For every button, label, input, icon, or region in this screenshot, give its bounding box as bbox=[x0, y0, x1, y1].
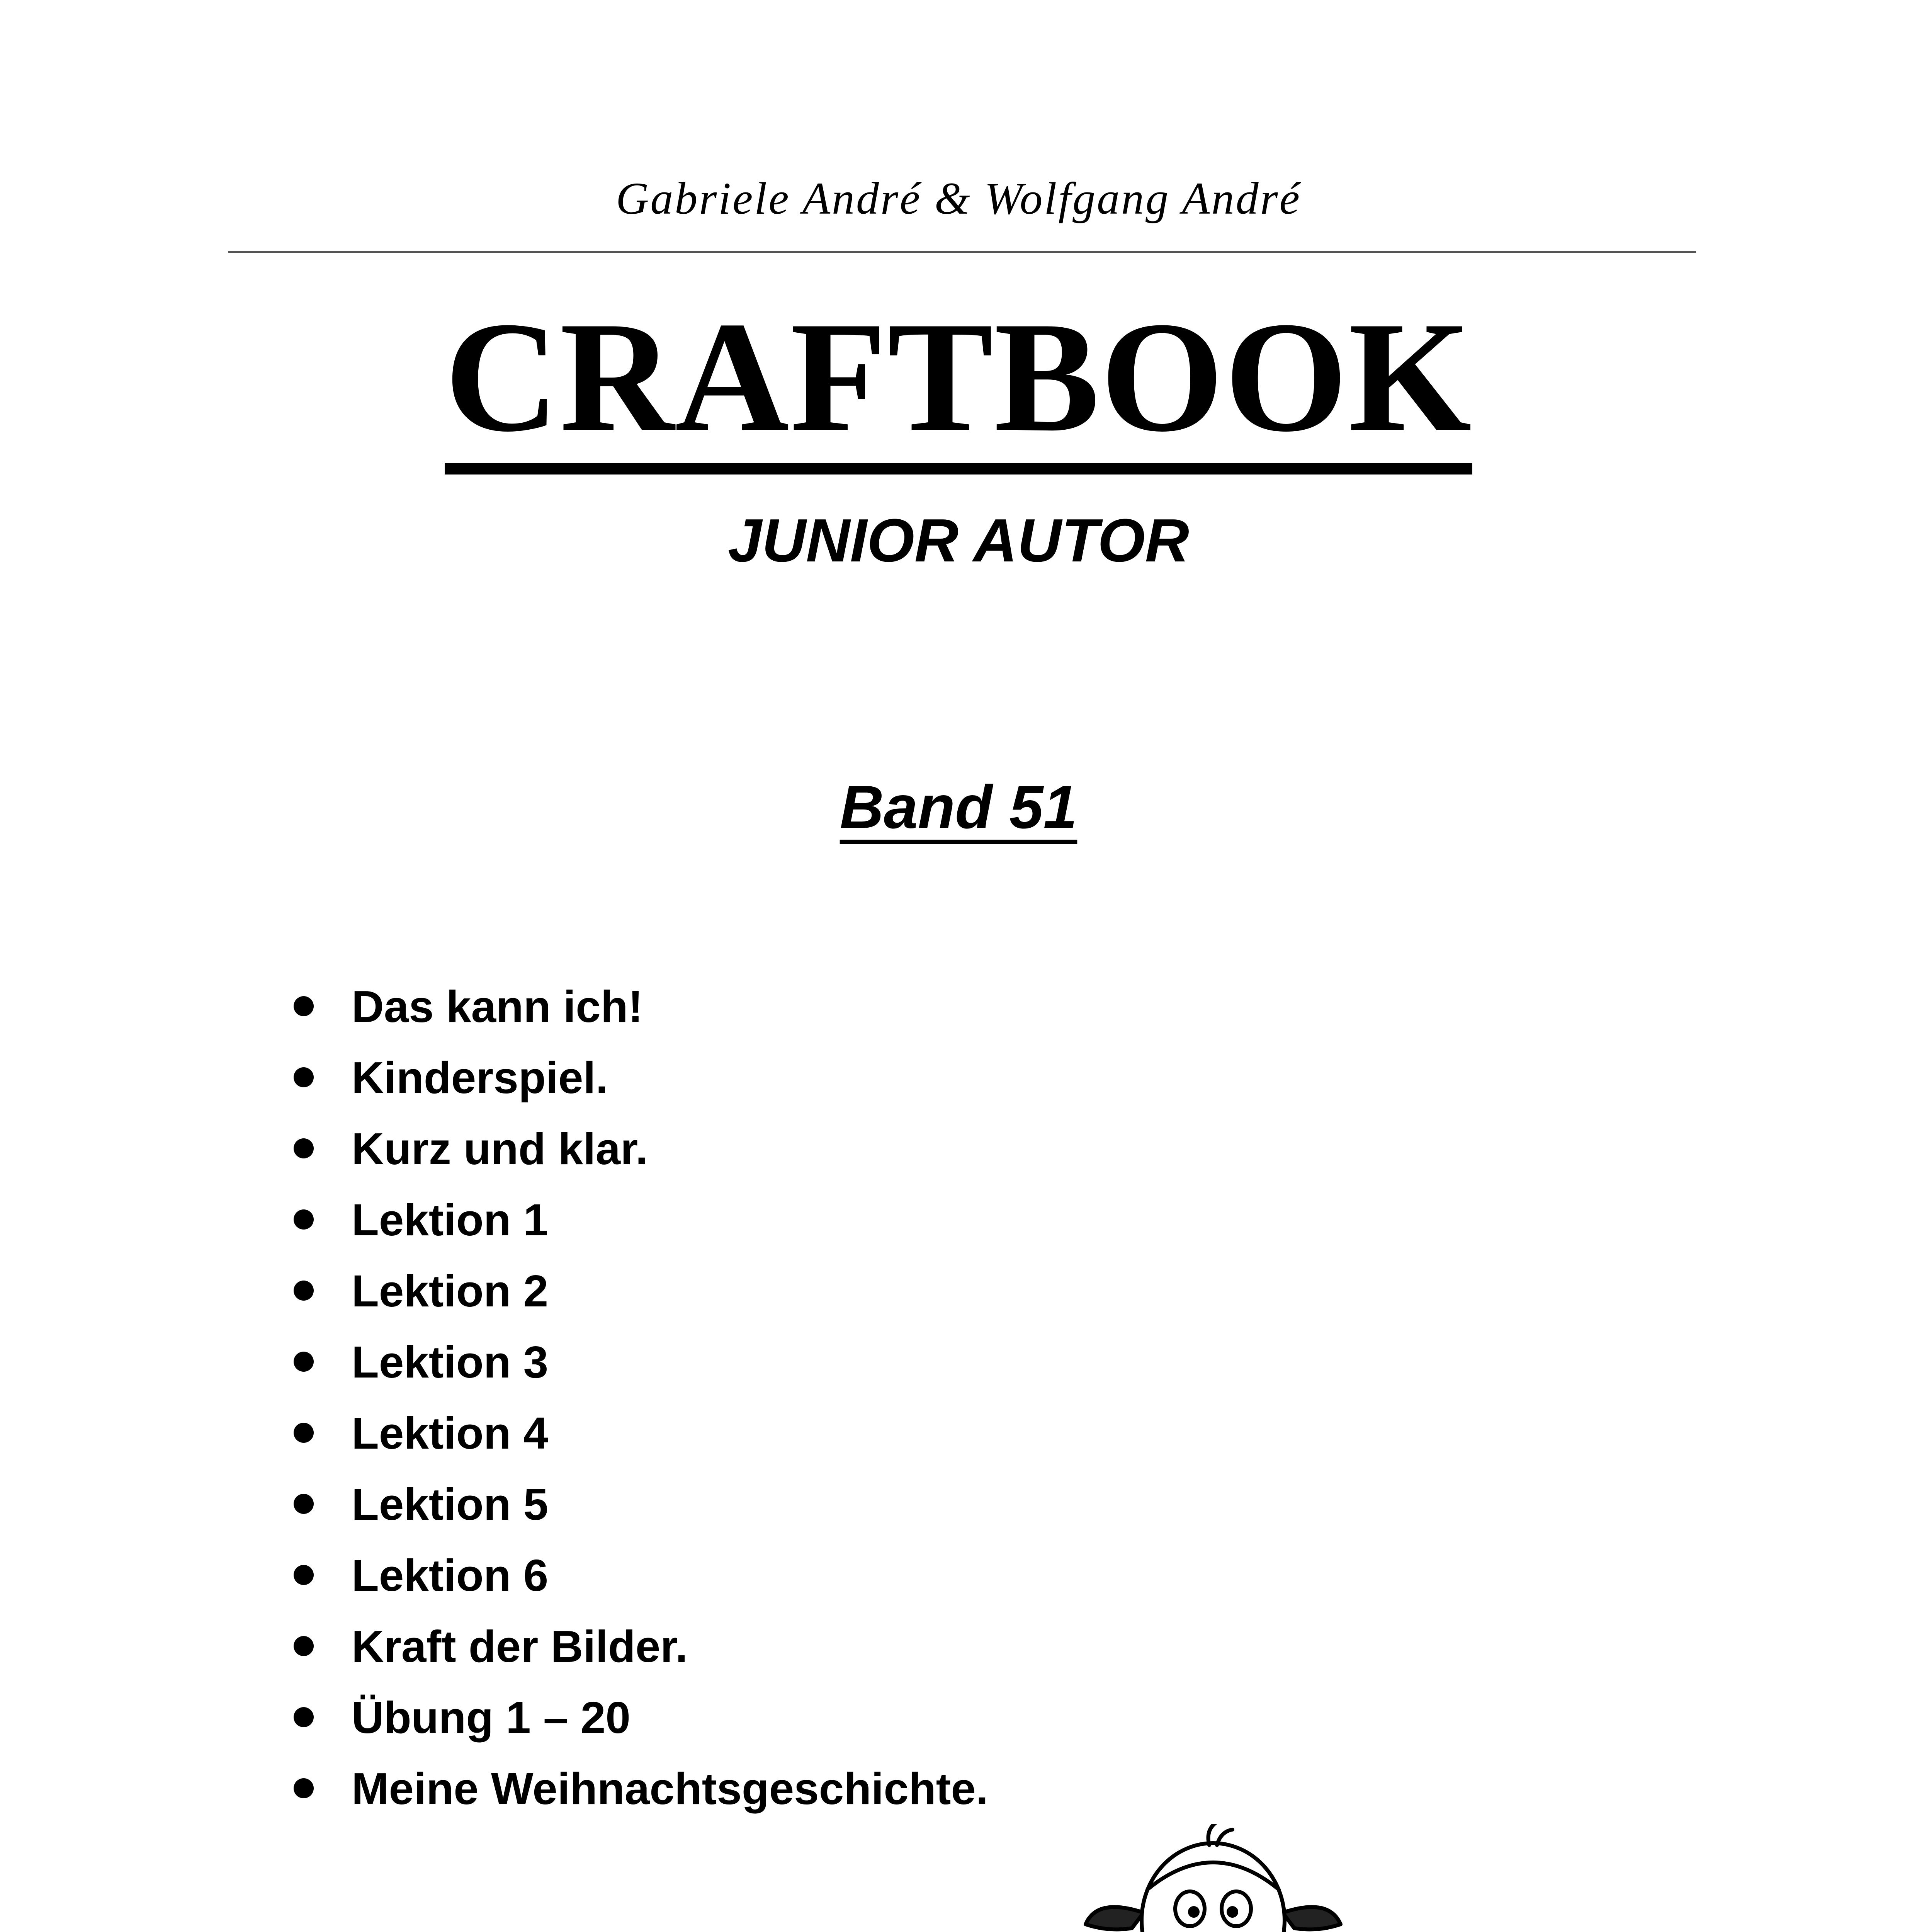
kids-with-board-illustration bbox=[522, 1824, 1441, 1932]
list-item-label: Kinderspiel. bbox=[352, 1053, 608, 1103]
list-item-label: Lektion 5 bbox=[352, 1479, 549, 1529]
volume-heading bbox=[0, 773, 1917, 841]
list-item-label: Lektion 4 bbox=[352, 1408, 549, 1458]
bullet-icon bbox=[294, 1565, 314, 1585]
list-item-label: Kraft der Bilder. bbox=[352, 1621, 688, 1672]
bullet-icon bbox=[294, 1494, 314, 1514]
volume-label: Band 51 bbox=[840, 773, 1077, 841]
book-subtitle: JUNIOR AUTOR bbox=[728, 507, 1189, 575]
list-item-label: Lektion 3 bbox=[352, 1337, 549, 1387]
bullet-icon bbox=[294, 1138, 314, 1158]
list-item-label: Lektion 6 bbox=[352, 1550, 549, 1600]
bullet-icon bbox=[294, 1352, 314, 1372]
bullet-icon bbox=[294, 996, 314, 1016]
bullet-icon bbox=[294, 1209, 314, 1230]
author-line: Gabriele André & Wolfgang André bbox=[616, 173, 1301, 224]
list-item-label: Übung 1 – 20 bbox=[352, 1692, 631, 1743]
bullet-icon bbox=[294, 1067, 314, 1087]
list-item-label: Lektion 1 bbox=[352, 1195, 549, 1245]
book-title: CRAFTBOOK bbox=[445, 298, 1472, 474]
list-item-label: Kurz und klar. bbox=[352, 1124, 648, 1174]
bullet-icon bbox=[294, 1423, 314, 1443]
list-item-label: Lektion 2 bbox=[352, 1266, 549, 1316]
bullet-icon bbox=[294, 1707, 314, 1727]
list-item-label: Meine Weihnachtsgeschichte. bbox=[352, 1764, 989, 1814]
bullet-icon bbox=[294, 1778, 314, 1798]
list-item-label: Das kann ich! bbox=[352, 981, 643, 1032]
header-divider bbox=[228, 251, 1696, 253]
girl-figure bbox=[1086, 1824, 1341, 1932]
title-block bbox=[0, 289, 1917, 474]
bullet-icon bbox=[294, 1636, 314, 1656]
bullet-icon bbox=[294, 1281, 314, 1301]
